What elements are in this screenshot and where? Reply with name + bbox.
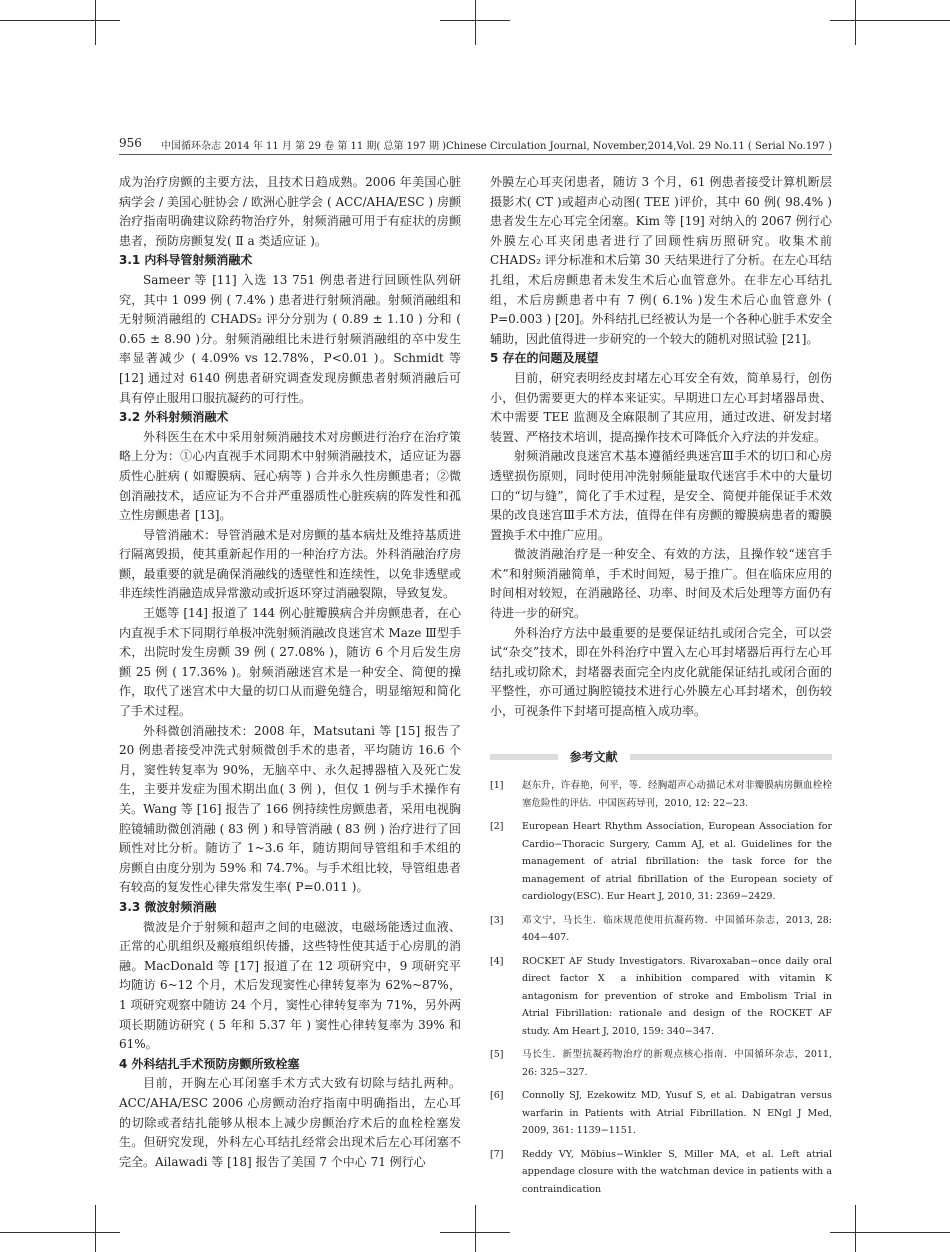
reference-text: Connolly SJ, Ezekowitz MD, Yusuf S, et al. Dabigatran versus warfarin in Patients with Atrial Fibrillation. N ENgl J Med, 2009, 361: 1139−1151. <box>522 1090 832 1137</box>
reference-number: [6] <box>490 1090 504 1102</box>
paragraph: 外科治疗方法中最重要的是要保证结扎或闭合完全，可以尝试“杂交”技术，即在外科治疗中置入左心耳封堵器后再行左心耳结扎或切除术，封堵器表面完全内皮化就能保证结扎或闭合面的平整性，亦可通过胸腔镜技术进行心外膜左心耳封堵术，创伤较小，可视条件下封堵可提高植入成功率。 <box>490 625 832 719</box>
reference-text: ROCKET AF Study Investigators. Rivaroxaban−once daily oral direct factor Ⅹ a inhibition compared with vitamin K antagonism for prevention of stroke and Embolism Trial in Atrial Fibrillation: rationale and design of the ROCKET AF study. Am Heart J, 2010, 159: 340−347. <box>522 955 832 1037</box>
paragraph: Sameer 等 [11] 入选 13 751 例患者进行回顾性队列研究，其中 1 099 例 ( 7.4% ) 患者进行射频消融。射频消融组和无射频消融组的 CHADS₂ 评分分别为 ( 0.89 ± 1.10 ) 分和 ( 0.65 ± 8.90 )分。射频消融组比未进行射频消融组的卒中发生率显著减少 ( 4.09% vs 12.78%，P<0.01 )。Schmidt 等 [12] 通过对 6140 例患者研究调查发现房颤患者射频消融后可具有停止服用口服抗凝药的可行性。 <box>119 272 461 405</box>
paragraph: 外科医生在术中采用射频消融技术对房颤进行治疗在治疗策略上分为：①心内直视手术同期术中射频消融技术，适应证为器质性心脏病 ( 如瓣膜病、冠心病等 ) 合并永久性房颤患者；②微创消融技术，适应证为不合并严重器质性心脏疾病的阵发性和孤立性房颤患者 [13]。 <box>119 429 461 523</box>
section-heading: 3.3 微波射频消融 <box>119 899 217 914</box>
reference-item <box>490 1087 832 1140</box>
paragraph: 射频消融改良迷宫术基本遵循经典迷宫Ⅲ手术的切口和心房透壁损伤原则，同时使用冲洗射频能量取代迷宫手术中的大量切口的“切与缝”，简化了手术过程，是安全、简便并能保证手术效果的改良迷宫Ⅲ手术方法，值得在伴有房颤的瓣膜病患者的瓣膜置换手术中推广应用。 <box>490 449 832 542</box>
reference-text: European Heart Rhythm Association, European Association for Cardio−Thoracic Surgery, Camm AJ, et al. Guidelines for the management of atrial fibrillation: the task force for the management of atrial fibrillation of the European society of cardiology(ESC). Eur Heart J, 2010, 31: 2369−2429. <box>522 821 832 903</box>
section-heading: 4 外科结扎手术预防房颤所致栓塞 <box>119 1056 300 1071</box>
paragraph: 目前，开胸左心耳闭塞手术方式大致有切除与结扎两种。ACC/AHA/ESC 2006 心房颤动治疗指南中明确指出，左心耳的切除或者结扎能够从根本上减少房颤治疗术后的血栓栓塞发生。但研究发现，外科左心耳结扎经常会出现术后左心耳闭塞不完全。Ailawadi 等 [18] 报告了美国 7 个中心 71 例行心 <box>119 1076 461 1169</box>
section-heading: 3.2 外科射频消融术 <box>119 410 229 425</box>
journal-running-head: 中国循环杂志 2014 年 11 月 第 29 卷 第 11 期( 总第 197 期 )Chinese Circulation Journal, November,2014,Vol. 29 No.11 ( Serial No.197 ) <box>161 141 832 152</box>
crop-mark <box>855 1205 856 1252</box>
reference-text: 马长生．新型抗凝药物治疗的新观点核心指南．中国循环杂志，2011, 26: 325−327. <box>522 1049 832 1078</box>
reference-number: [5] <box>490 1049 504 1061</box>
reference-number: [4] <box>490 955 504 967</box>
paragraph: 外科微创消融技术：2008 年，Matsutani 等 [15] 报告了 20 例患者接受冲洗式射频微创手术的患者，平均随访 16.6 个月，窦性转复率为 90%，无脑卒中、永久起搏器植入及死亡发生，主要并发症为围术期出血( 3 例 )，但仅 1 例与手术操作有关。Wang 等 [16] 报告了 166 例持续性房颤患者，采用电视胸腔镜辅助微创消融 ( 83 例 ) 和导管消融 ( 83 例 ) 治疗进行了回顾性对比分析。随访了 1~3.6 年，随访期间导管组和手术组的房颤自由度分别为 59% 和 74.7%。与手术组比较，导管组患者有较高的复发性心律失常发生率( P=0.011 )。 <box>119 723 461 895</box>
heading-bar <box>630 754 832 760</box>
crop-mark <box>0 20 120 21</box>
paragraph: 导管消融术：导管消融术是对房颤的基本病灶及维持基质进行隔离毁损，使其重新起作用的一种治疗方法。外科消融治疗房颤，最重要的就是确保消融线的透壁性和连续性，以免非透壁或非连续性消融造成异常激动或折返环穿过消融裂隙，导致复发。 <box>119 527 461 601</box>
paragraph: 目前，研究表明经皮封堵左心耳安全有效，简单易行，创伤小，但仍需要更大的样本来证实。早期进口左心耳封堵器昂贵、术中需要 TEE 监测及全麻限制了其应用，通过改进、研发封堵装置、严格技术培训，提高操作技术可降低介入疗法的并发症。 <box>490 370 832 444</box>
references-heading <box>490 748 832 768</box>
crop-mark <box>0 1232 120 1233</box>
crop-mark <box>95 1205 96 1252</box>
references-title: 参考文献 <box>569 749 618 764</box>
paragraph: 外膜左心耳夹闭患者，随访 3 个月，61 例患者接受计算机断层摄影术( CT )或超声心动图( TEE )评价，其中 60 例( 98.4% )患者发生左心耳完全闭塞。Kim 等 [19] 对纳入的 2067 例行心外膜左心耳夹闭患者进行了回顾性病历照研究。收集术前 CHADS₂ 评分标准和术后第 30 天结果进行了分析。在左心耳结扎组，术后房颤患者未发生术后心血管意外。在非左心耳结扎组，术后房颤患者中有 7 例( 6.1% )发生术后心血管意外 ( P=0.003 ) [20]。外科结扎已经被认为是一个各种心脏手术安全辅助，因此值得进一步研究的一个较大的随机对照试验 [21]。 <box>490 175 832 346</box>
right-column <box>490 173 832 1204</box>
reference-text: 邓文宁，马长生．临床规范使用抗凝药物．中国循环杂志，2013, 28: 404−407. <box>522 914 832 944</box>
reference-text: 赵东升，许春艳，何平，等．经胸超声心动描记术对非瓣膜病房颤血栓栓塞危险性的评估．中国医药导刊，2010, 12: 22−23. <box>522 780 832 809</box>
crop-mark <box>830 20 950 21</box>
reference-number: [7] <box>490 1148 504 1160</box>
paragraph: 微波消融治疗是一种安全、有效的方法，且操作较“迷宫手术”和射频消融简单，手术时间短，易于推广。但在临床应用的时间相对较短，在消融路径、功率、时间及术后处理等方面仍有待进一步的研究。 <box>490 547 832 621</box>
reference-item <box>490 777 832 812</box>
crop-mark <box>475 1205 476 1252</box>
paragraph: 王嫕等 [14] 报道了 144 例心脏瓣膜病合并房颤患者，在心内直视手术下同期行单极冲洗射频消融改良迷宫术 Maze Ⅲ型手术，出院时发生房颤 39 例 ( 27.08% )，随访 6 个月后发生房颤 25 例 ( 17.36% )。射频消融迷宫术是一种安全、简便的操作，取代了迷宫术中大量的切口从而避免缝合，明显缩短和简化了手术过程。 <box>119 606 461 719</box>
running-header <box>119 136 832 155</box>
section-heading: 3.1 内科导管射频消融术 <box>119 253 253 268</box>
reference-item <box>490 953 832 1041</box>
reference-item <box>490 1146 832 1199</box>
section-heading: 5 存在的问题及展望 <box>490 351 599 366</box>
reference-item <box>490 818 832 906</box>
heading-bar <box>490 754 558 760</box>
reference-item <box>490 1046 832 1081</box>
crop-mark <box>95 0 96 45</box>
paragraph: 微波是介于射频和超声之间的电磁波，电磁场能透过血液、正常的心肌组织及瘢痕组织传播，这些特性使其适于心房肌的消融。MacDonald 等 [17] 报道了在 12 项研究中，9 项研究平均随访 6~12 个月，术后发现窦性心律转复率为 62%~87%，1 项研究观察中随访 24 个月，窦性心律转复率为 71%，另外两项长期随访研究 ( 5 年和 5.37 年 ) 窦性心律转复率为 39% 和 61%。 <box>119 919 461 1052</box>
reference-number: [1] <box>490 780 504 792</box>
left-column <box>119 173 461 1172</box>
crop-mark <box>855 0 856 45</box>
reference-list <box>490 777 832 1198</box>
crop-mark <box>830 1232 950 1233</box>
crop-mark <box>475 0 476 45</box>
reference-number: [2] <box>490 821 504 833</box>
reference-text: Reddy VY, Möbius−Winkler S, Miller MA, et al. Left atrial appendage closure with the watchman device in patients with a contraindication <box>522 1148 832 1195</box>
page-number: 956 <box>119 136 142 150</box>
reference-number: [3] <box>490 914 504 926</box>
paragraph: 成为治疗房颤的主要方法，且技术日趋成熟。2006 年美国心脏病学会 / 美国心脏协会 / 欧洲心脏学会 ( ACC/AHA/ESC ) 房颤治疗指南明确建议除药物治疗外，射频消融可用于有症状的房颤患者，预防房颤复发( Ⅱ a 类适应证 )。 <box>119 175 461 248</box>
reference-item <box>490 912 832 947</box>
